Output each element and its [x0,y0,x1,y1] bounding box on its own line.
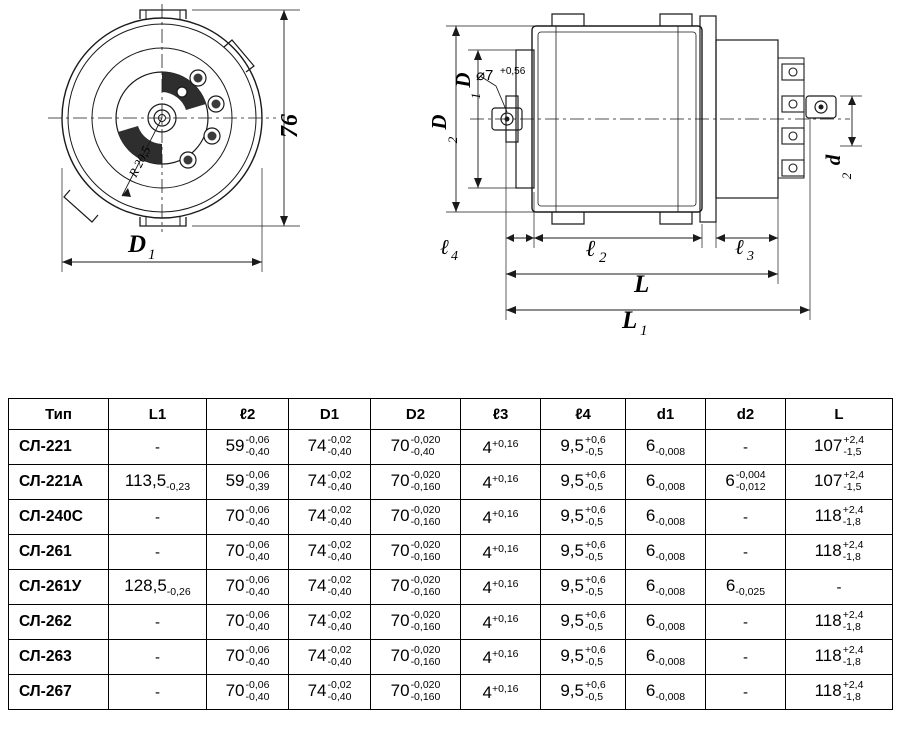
cell-type: СЛ-263 [9,640,109,675]
cell-l3: $4^{+0,16}$ [461,640,541,675]
label-L: L [634,271,650,298]
dim-d2-side [840,96,862,146]
cell-d1-big: 74 -0,02 -0,40 [289,535,371,570]
cell-L: 118 +2,4 -1,8 [786,500,893,535]
header-l1: L1 [109,399,207,430]
svg-text:ℓ: ℓ [735,235,744,259]
svg-text:ℓ: ℓ [440,235,449,259]
cell-l1: - [109,535,207,570]
cell-l4: 9,5 +0,6 -0,5 [541,500,626,535]
cell-l4: 9,5 +0,6 -0,5 [541,535,626,570]
cell-d2-big: 70 -0,020 -0,40 [371,430,461,465]
cell-d2-big: 70 -0,020 -0,160 [371,640,461,675]
cell-d1-small: $6_{-0,008}$ [626,675,706,710]
label-d2-side: d [821,154,845,166]
svg-text:ℓ: ℓ [586,236,596,261]
cell-d2-big: 70 -0,020 -0,160 [371,605,461,640]
label-D2-side-sub: 2 [445,136,460,144]
cell-l4: 9,5 +0,6 -0,5 [541,640,626,675]
label-l2 [586,236,607,266]
cell-d1-small: $6_{-0,008}$ [626,640,706,675]
cell-d1-big: 74 -0,02 -0,40 [289,430,371,465]
table-header-row [9,399,893,430]
cell-type: СЛ-261У [9,570,109,605]
cell-type: СЛ-221А [9,465,109,500]
cell-L: 107 +2,4 -1,5 [786,465,893,500]
table-row [9,605,893,640]
cell-d1-big: 74 -0,02 -0,40 [289,500,371,535]
label-D1-side: D [451,72,475,88]
terminal-lugs [782,64,804,176]
table-row [9,430,893,465]
dim-chain [506,142,778,248]
cell-l4: 9,5 +0,6 -0,5 [541,465,626,500]
cell-d1-small: $6_{-0,008}$ [626,465,706,500]
cell-l3: $4^{+0,16}$ [461,500,541,535]
cell-l1: - [109,605,207,640]
cell-l3: $4^{+0,16}$ [461,535,541,570]
header-d2-big: D2 [371,399,461,430]
cell-d2-small: - [706,640,786,675]
label-l4 [440,235,458,264]
cell-l1: - [109,640,207,675]
label-D1-front: D [128,231,147,258]
cell-d1-big: 74 -0,02 -0,40 [289,675,371,710]
cell-L: 118 +2,4 -1,8 [786,605,893,640]
label-D1-side-sub: 1 [468,92,483,100]
table-row [9,570,893,605]
cell-d2-small: - [706,430,786,465]
cell-l3: $4^{+0,16}$ [461,465,541,500]
cell-l1: - [109,500,207,535]
cell-type: СЛ-267 [9,675,109,710]
svg-text:3: 3 [747,249,754,264]
cell-d1-small: $6_{-0,008}$ [626,535,706,570]
table-row [9,640,893,675]
cell-L: 118 +2,4 -1,8 [786,535,893,570]
cell-l3: $4^{+0,16}$ [461,570,541,605]
cell-d1-big: 74 -0,02 -0,40 [289,465,371,500]
svg-text:4: 4 [451,249,458,264]
header-d1-small: d1 [626,399,706,430]
cell-L: 107 +2,4 -1,5 [786,430,893,465]
cell-l3: $4^{+0,16}$ [461,430,541,465]
label-D1-front-sub: 1 [148,247,156,263]
label-hole-note [476,66,526,84]
svg-text:1: 1 [640,323,648,339]
cell-l4: 9,5 +0,6 -0,5 [541,430,626,465]
cell-d2-big: 70 -0,020 -0,160 [371,570,461,605]
cell-type: СЛ-221 [9,430,109,465]
cell-l2: 70 -0,06 -0,40 [207,570,289,605]
cell-d1-small: $6_{-0,008}$ [626,500,706,535]
cell-d2-small: - [706,675,786,710]
cell-d1-big: 74 -0,02 -0,40 [289,605,371,640]
cell-l1: $113,5_{-0,23}$ [109,465,207,500]
cell-d2-big: 70 -0,020 -0,160 [371,675,461,710]
cell-l1: - [109,675,207,710]
cell-L: 118 +2,4 -1,8 [786,675,893,710]
cell-d1-big: 74 -0,02 -0,40 [289,570,371,605]
cell-type: СЛ-262 [9,605,109,640]
table-row [9,465,893,500]
cell-l4: 9,5 +0,6 -0,5 [541,605,626,640]
cell-type: СЛ-261 [9,535,109,570]
label-d2-side-sub: 2 [839,172,854,180]
cell-l2: 70 -0,06 -0,40 [207,535,289,570]
label-height-76: 76 [277,114,303,138]
cell-l2: 59 -0,06 -0,39 [207,465,289,500]
cell-l1: - [109,430,207,465]
cell-L: 118 +2,4 -1,8 [786,640,893,675]
cell-l2: 70 -0,06 -0,40 [207,500,289,535]
cell-l2: 70 -0,06 -0,40 [207,675,289,710]
cell-d2-small: - [706,605,786,640]
mounting-feet [492,96,836,130]
header-l4: ℓ4 [541,399,626,430]
cell-d2-small: - [706,500,786,535]
cell-l2: 70 -0,06 -0,40 [207,605,289,640]
cell-l2: 59 -0,06 -0,40 [207,430,289,465]
cell-l3: $4^{+0,16}$ [461,675,541,710]
svg-text:⌀7: ⌀7 [476,67,494,84]
label-l3 [735,235,754,264]
header-d2-small: d2 [706,399,786,430]
cell-d1-small: $6_{-0,008}$ [626,570,706,605]
cell-d1-small: $6_{-0,008}$ [626,605,706,640]
side-view-group [446,14,862,320]
svg-text:2: 2 [599,250,607,266]
header-d1-big: D1 [289,399,371,430]
cell-l1: $128,5_{-0,26}$ [109,570,207,605]
table-body [9,430,893,710]
cell-L: - [786,570,893,605]
specification-table [8,398,893,710]
header-l2: ℓ2 [207,399,289,430]
cell-d2-small: - [706,535,786,570]
cell-d1-big: 74 -0,02 -0,40 [289,640,371,675]
cell-l4: 9,5 +0,6 -0,5 [541,675,626,710]
table-row [9,675,893,710]
table-row [9,500,893,535]
cell-d1-small: $6_{-0,008}$ [626,430,706,465]
cell-type: СЛ-240С [9,500,109,535]
header-type: Тип [9,399,109,430]
header-L: L [786,399,893,430]
cell-d2-big: 70 -0,020 -0,160 [371,465,461,500]
label-radius-note: R 20,5 [126,143,154,180]
front-view-group [48,4,300,272]
cell-d2-big: 70 -0,020 -0,160 [371,500,461,535]
cell-d2-big: 70 -0,020 -0,160 [371,535,461,570]
svg-text:L: L [622,307,638,334]
cell-l2: 70 -0,06 -0,40 [207,640,289,675]
cell-l3: $4^{+0,16}$ [461,605,541,640]
label-L1 [621,307,648,339]
specification-table-container [8,398,892,710]
header-l3: ℓ3 [461,399,541,430]
cell-l4: 9,5 +0,6 -0,5 [541,570,626,605]
cell-d2-small: 6 -0,004 -0,012 [706,465,786,500]
label-D2-side: D [427,114,451,130]
cell-d2-small: $6_{-0,025}$ [706,570,786,605]
svg-text:+0,56: +0,56 [500,66,526,77]
table-row [9,535,893,570]
